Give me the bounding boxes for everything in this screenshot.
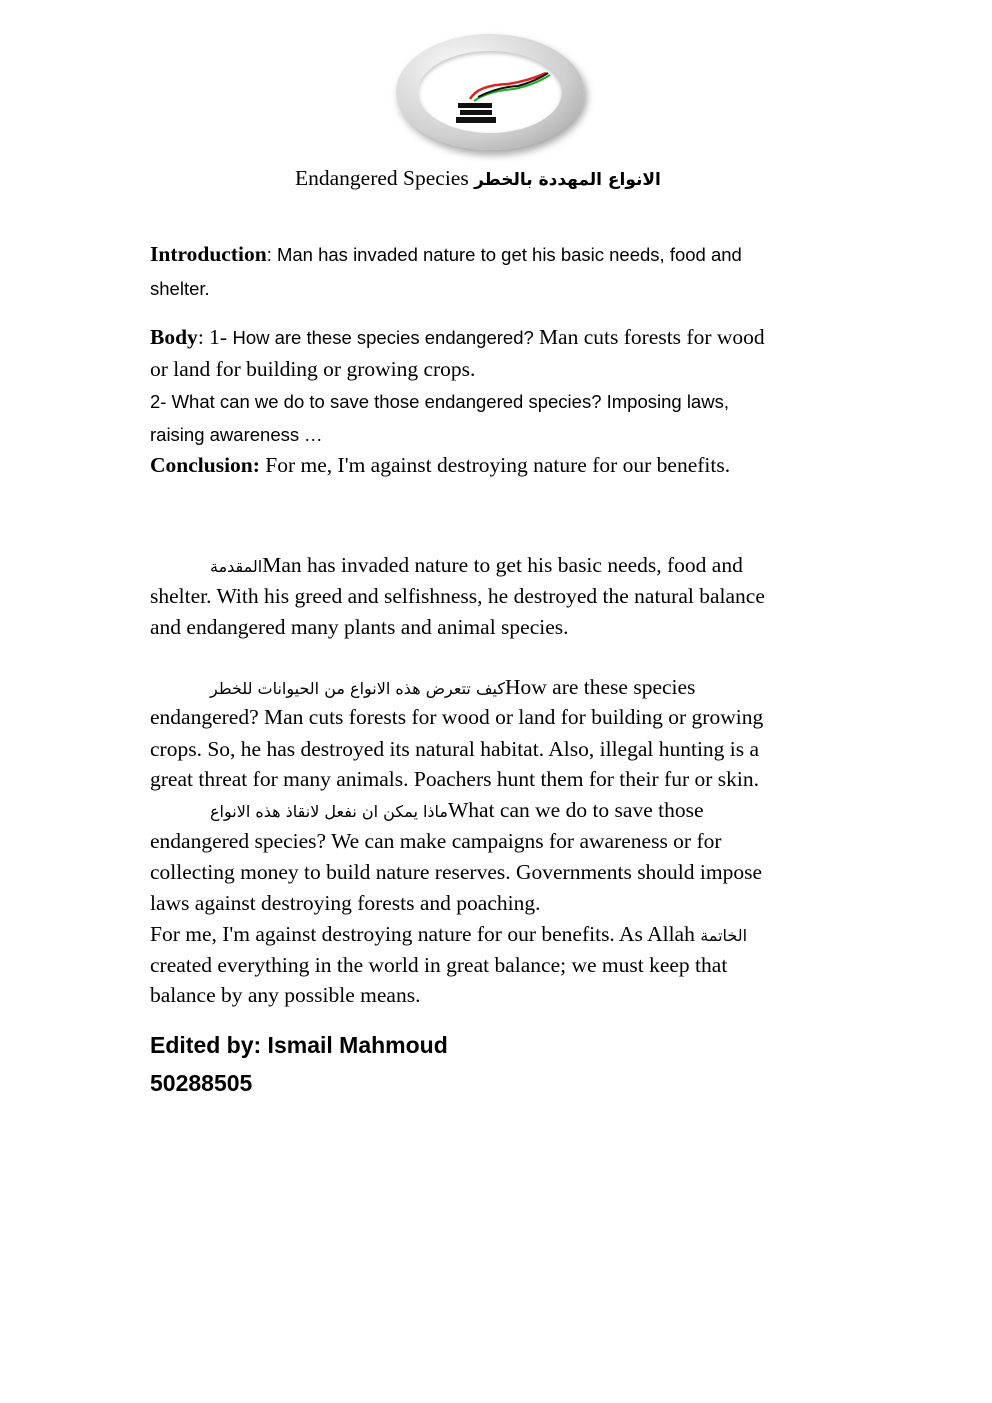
essay-p2-line-3: crops. So, he has destroyed its natural habitat. Also, illegal hunting is a <box>150 737 760 761</box>
essay-p4-line-1 <box>150 922 747 947</box>
essay-p2-line-1 <box>210 675 695 700</box>
document-title <box>295 166 661 191</box>
body-question-2-cont <box>150 424 322 446</box>
logo <box>396 34 584 150</box>
editor-phone: 50288505 <box>150 1070 253 1096</box>
body-answer-1: Man cuts forests for wood <box>538 325 765 349</box>
text: What can we do to save those <box>448 798 704 822</box>
outline-conclusion <box>150 453 730 478</box>
essay-p4-line-2: created everything in the world in great balance; we must keep that <box>150 953 728 977</box>
text: How are these species <box>504 675 696 699</box>
essay-p3-line-2: endangered species? We can make campaigns for awareness or for <box>150 829 722 853</box>
body-q2-text: raising awareness <box>150 424 305 445</box>
logo-emblem-icon <box>418 51 562 133</box>
body-question-2: 2- What can we do to save those endangered species? Imposing laws, <box>150 391 729 412</box>
ellipsis: … <box>304 425 323 445</box>
intro-label: Introduction <box>150 242 267 266</box>
body-sep: : 1- <box>197 325 233 349</box>
essay-p2-line-4: great threat for many animals. Poachers hunt them for their fur or skin. <box>150 767 759 791</box>
arabic-heading: كيف تتعرض هذه الانواع من الحيوانات للخطر <box>210 679 505 698</box>
essay-p2-line-2: endangered? Man cuts forests for wood or land for building or growing <box>150 705 764 729</box>
outline-introduction <box>150 242 742 267</box>
title-arabic: الانواع المهددة بالخطر <box>474 170 661 190</box>
body-answer-1-cont: or land for building or growing crops. <box>150 357 476 381</box>
arabic-heading: ماذا يمكن ان نفعل لانقاذ هذه الانواع <box>210 802 448 821</box>
intro-text: : Man has invaded nature to get his basic needs, food and <box>266 244 742 265</box>
essay-p1-line-1 <box>210 553 743 578</box>
text: For me, I'm against destroying nature for our benefits. As Allah <box>150 922 701 946</box>
outline-body <box>150 325 765 350</box>
essay-p1-line-3: and endangered many plants and animal species. <box>150 615 569 639</box>
intro-text-cont: shelter. <box>150 278 210 299</box>
arabic-heading: المقدمة <box>210 557 263 576</box>
essay-p3-line-3: collecting money to build nature reserves. Governments should impose <box>150 860 763 884</box>
arabic-heading: الخاتمة <box>700 926 748 945</box>
title-english: Endangered Species <box>295 166 475 190</box>
conclusion-label: Conclusion: <box>150 453 260 477</box>
essay-p1-line-2: shelter. With his greed and selfishness, he destroyed the natural balance <box>150 584 765 608</box>
conclusion-text: For me, I'm against destroying nature for our benefits. <box>259 453 731 477</box>
text: Man has invaded nature to get his basic needs, food and <box>262 553 743 577</box>
editor-name: Edited by: Ismail Mahmoud <box>150 1032 448 1058</box>
body-question-1: How are these species endangered? <box>232 327 539 348</box>
essay-p3-line-4: laws against destroying forests and poaching. <box>150 891 541 915</box>
body-label: Body <box>150 325 198 349</box>
essay-p3-line-1 <box>210 798 704 823</box>
essay-p4-line-3: balance by any possible means. <box>150 983 421 1007</box>
